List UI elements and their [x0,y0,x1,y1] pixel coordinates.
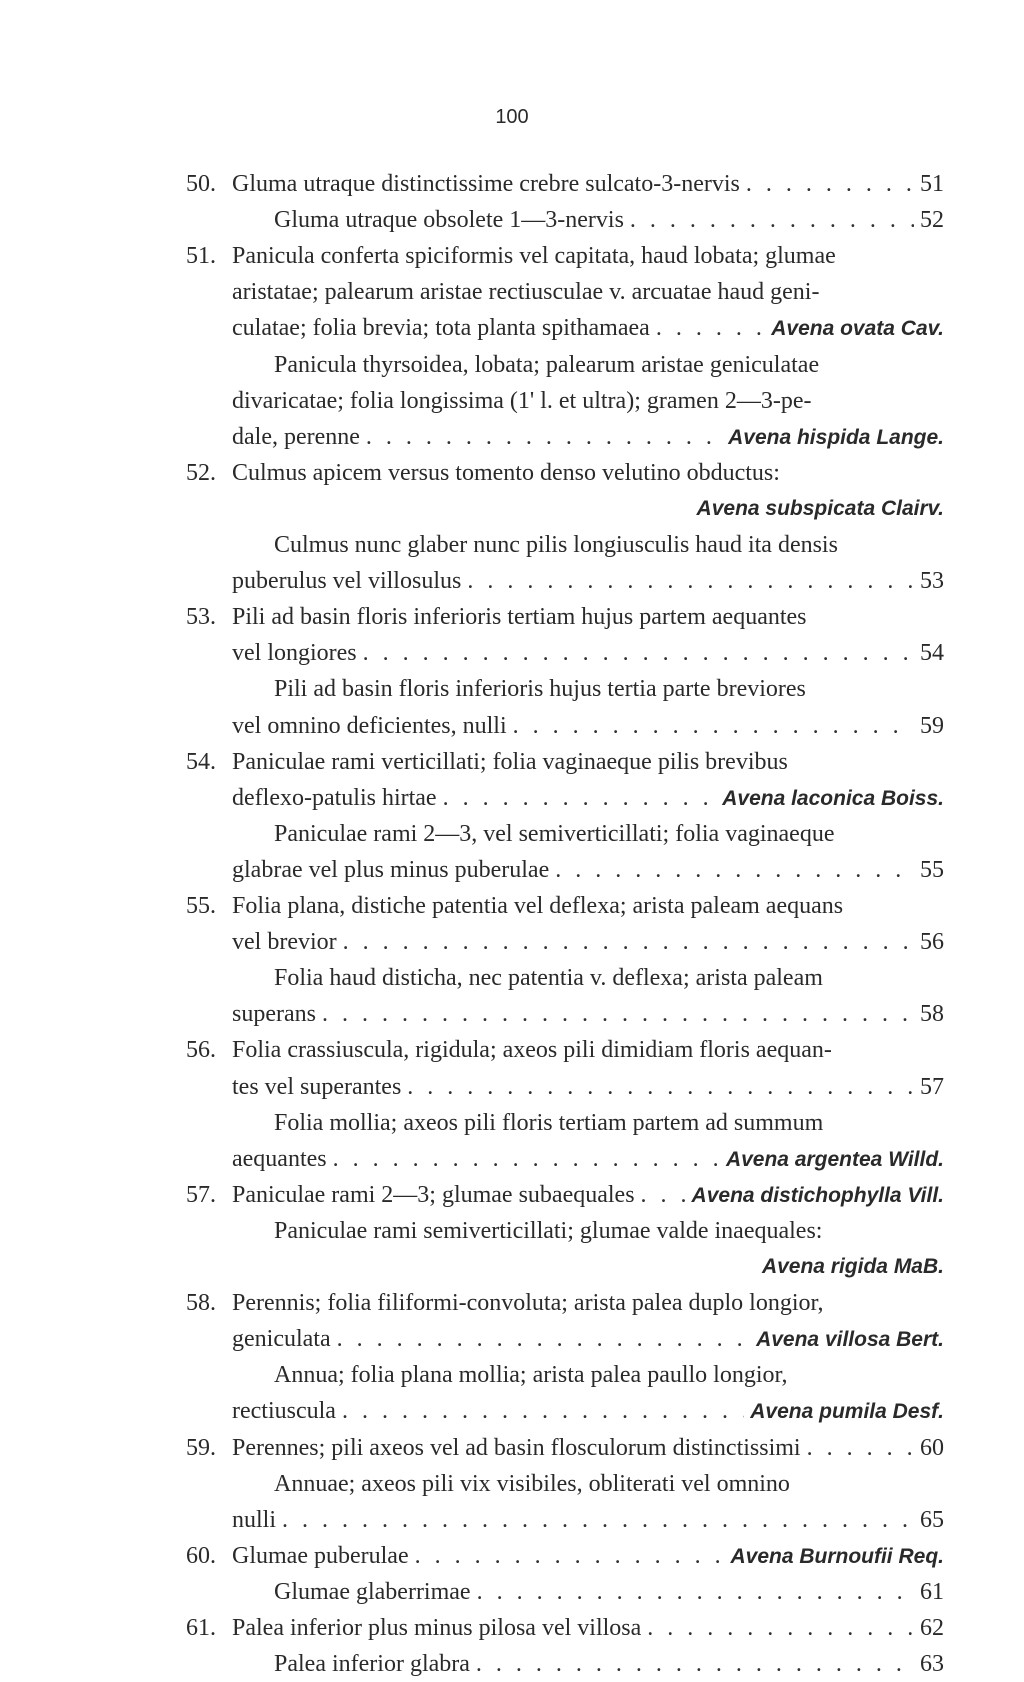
key-line [0,1538,1024,1574]
lead-text: Folia crassiuscula, rigidula; axeos pili dimidiam floris aequan- [232,1037,832,1064]
key-line [0,888,1024,924]
species-name: Avena subspicata Clairv. [696,496,944,520]
key-line [0,1610,1024,1646]
dot-leader [630,202,914,238]
lead-text: Panicula thyrsoidea, lobata; palearum aristae geniculatae [274,351,820,378]
lead-reference: 57 [920,1073,944,1100]
lead-text: Palea inferior plus minus pilosa vel villosa [232,1615,642,1641]
lead-reference: 63 [920,1651,944,1678]
lead-reference: 65 [920,1506,944,1533]
key-line [0,816,1024,852]
lead-reference: 60 [920,1434,944,1461]
key-lead [232,310,944,347]
dot-leader [343,924,914,960]
dot-leader [647,1610,914,1646]
key-line [0,1249,1024,1285]
key-line [0,1032,1024,1068]
key-lead [232,166,944,202]
lead-text: aequantes [232,1145,327,1172]
key-line [0,599,1024,635]
key-line [0,491,1024,527]
lead-text: divaricatae; folia longissima (1' l. et ultra); gramen 2—3-pe- [232,387,812,414]
lead-text: aristatae; palearum aristae rectiusculae v. arcuatae haud geni- [232,279,820,306]
key-lead [232,1393,944,1430]
key-line [0,274,1024,310]
lead-text: nulli [232,1506,277,1533]
dot-leader [322,996,914,1032]
key-line [0,1069,1024,1105]
key-line [0,1466,1024,1502]
key-line [0,1502,1024,1538]
couplet-number: 56. [186,1037,216,1064]
dot-leader [342,1393,744,1429]
lead-text: Paniculae rami semiverticillati; glumae valde inaequales: [274,1217,823,1244]
key-line [0,744,1024,780]
lead-reference: 54 [920,640,944,667]
dot-leader [746,166,914,202]
key-lead [232,563,944,599]
lead-text: tes vel superantes [232,1073,402,1100]
lead-text: dale, perenne [232,423,360,450]
dot-leader [467,563,914,599]
lead-text: Culmus nunc glaber nunc pilis longiusculis haud ita densis [274,532,838,558]
key-lead [232,1430,944,1466]
key-line [0,347,1024,383]
couplet-number: 50. [186,171,216,197]
dot-leader [407,1069,914,1105]
key-line [0,1357,1024,1393]
lead-text: Folia mollia; axeos pili floris tertiam partem ad summum [274,1109,824,1136]
dot-leader [443,780,717,816]
lead-text: Paniculae rami 2—3, vel semiverticillati; folia vaginaeque [274,820,835,847]
key-lead [274,202,944,238]
species-name: Avena argentea Willd. [725,1147,944,1171]
couplet-number: 61. [186,1615,216,1641]
lead-text: Culmus apicem versus tomento denso velutino obductus: [232,459,780,486]
key-lead [232,1069,944,1105]
key-line [0,527,1024,563]
lead-text: Pili ad basin floris inferioris hujus tertia parte breviores [274,676,806,703]
key-line [0,1285,1024,1321]
key-line [0,166,1024,202]
lead-text: Annuae; axeos pili vix visibiles, obliterati vel omnino [274,1470,790,1497]
key-line [0,1393,1024,1429]
key-lead [232,708,944,744]
lead-text: vel brevior [232,929,337,956]
key-line [0,1141,1024,1177]
dot-leader [641,1177,686,1213]
dot-leader [807,1430,914,1466]
key-line [0,708,1024,744]
lead-text: Perennis; folia filiformi-convoluta; arista palea duplo longior, [232,1290,824,1317]
lead-reference: 62 [920,1615,944,1641]
key-lead [232,1610,944,1646]
lead-text: vel omnino deficientes, nulli [232,712,507,739]
lead-reference: 59 [920,712,944,739]
key-lead [232,1141,944,1178]
key-line [0,1646,1024,1682]
key-line [0,1213,1024,1249]
key-lead [232,1321,944,1358]
lead-reference: 58 [920,1001,944,1028]
lead-reference: 56 [920,929,944,956]
key-line [0,924,1024,960]
key-lead [274,1646,944,1682]
key-line [0,310,1024,346]
key-lead [232,852,944,888]
key-lead [232,635,944,671]
lead-text: Folia haud disticha, nec patentia v. deflexa; arista paleam [274,965,823,992]
lead-text: Paniculae rami 2—3; glumae subaequales [232,1181,635,1208]
lead-text: Gluma utraque distinctissime crebre sulcato-3-nervis [232,171,740,197]
key-lead [232,996,944,1032]
lead-text: Glumae glaberrimae [274,1578,471,1605]
lead-text: Annua; folia plana mollia; arista palea paullo longior, [274,1362,788,1389]
dot-leader [333,1141,720,1177]
lead-reference: 51 [920,171,944,197]
key-line [0,563,1024,599]
species-name: Avena Burnoufii Req. [730,1544,944,1568]
species-name: Avena distichophylla Vill. [691,1183,944,1207]
dot-leader [415,1538,725,1574]
dot-leader [477,1574,914,1610]
key-line [0,780,1024,816]
dot-leader [513,708,914,744]
key-line [0,238,1024,274]
couplet-number: 60. [186,1542,216,1569]
lead-reference: 55 [920,856,944,883]
key-line [0,960,1024,996]
lead-text: Glumae puberulae [232,1542,409,1569]
lead-text: geniculata [232,1326,331,1353]
couplet-number: 57. [186,1181,216,1208]
key-lead [232,924,944,960]
dot-leader [555,852,914,888]
couplet-number: 52. [186,459,216,486]
lead-text: Panicula conferta spiciformis vel capitata, haud lobata; glumae [232,243,836,270]
lead-reference: 61 [920,1578,944,1605]
lead-text: Paniculae rami verticillati; folia vaginaeque pilis brevibus [232,748,788,775]
key-lead [232,780,944,817]
lead-text: deflexo-patulis hirtae [232,784,437,811]
lead-reference: 52 [920,207,944,234]
species-name: Avena villosa Bert. [756,1328,944,1352]
key-line [0,1574,1024,1610]
key-line [0,852,1024,888]
dot-leader [366,419,722,455]
couplet-number: 53. [186,604,216,631]
dot-leader [476,1646,914,1682]
species-name: Avena rigida MaB. [761,1255,944,1278]
key-line [0,383,1024,419]
key-line [0,1321,1024,1357]
couplet-number: 55. [186,893,216,919]
dot-leader [656,310,765,346]
lead-text: Gluma utraque obsolete 1—3-nervis [274,207,624,234]
key-lead [232,1177,944,1214]
page-number: 100 [495,106,529,128]
key-line [0,996,1024,1032]
couplet-number: 59. [186,1434,216,1461]
key-line [0,635,1024,671]
lead-text: glabrae vel plus minus puberulae [232,856,550,883]
key-line [0,419,1024,455]
key-lead [232,1502,944,1538]
dot-leader [363,635,914,671]
lead-text: culatae; folia brevia; tota planta spithamaea [232,315,650,342]
species-name: Avena pumila Desf. [750,1400,944,1424]
key-lead [232,419,944,456]
lead-text: puberulus vel villosulus [232,568,462,595]
key-line [0,1105,1024,1141]
couplet-number: 54. [186,748,216,775]
lead-text: Pili ad basin floris inferioris tertiam hujus partem aequantes [232,604,807,631]
species-name: Avena hispida Lange. [728,425,944,449]
species-name: Avena ovata Cav. [771,317,944,341]
dot-leader [282,1502,914,1538]
key-lead [274,1574,944,1610]
lead-text: Perennes; pili axeos vel ad basin flosculorum distinctissimi [232,1434,801,1461]
key-line [0,202,1024,238]
couplet-number: 51. [186,243,216,270]
lead-text: rectiuscula [232,1398,336,1425]
dot-leader [337,1321,750,1357]
couplet-number: 58. [186,1290,216,1317]
key-lead [232,1538,944,1575]
lead-text: Folia plana, distiche patentia vel deflexa; arista paleam aequans [232,893,844,919]
key-line [0,1430,1024,1466]
lead-reference: 53 [920,568,944,595]
key-line [0,671,1024,707]
lead-text: superans [232,1001,316,1028]
key-line [0,455,1024,491]
lead-text: vel longiores [232,640,357,667]
lead-text: Palea inferior glabra [274,1651,470,1678]
key-line [0,1177,1024,1213]
species-name: Avena laconica Boiss. [722,786,944,810]
